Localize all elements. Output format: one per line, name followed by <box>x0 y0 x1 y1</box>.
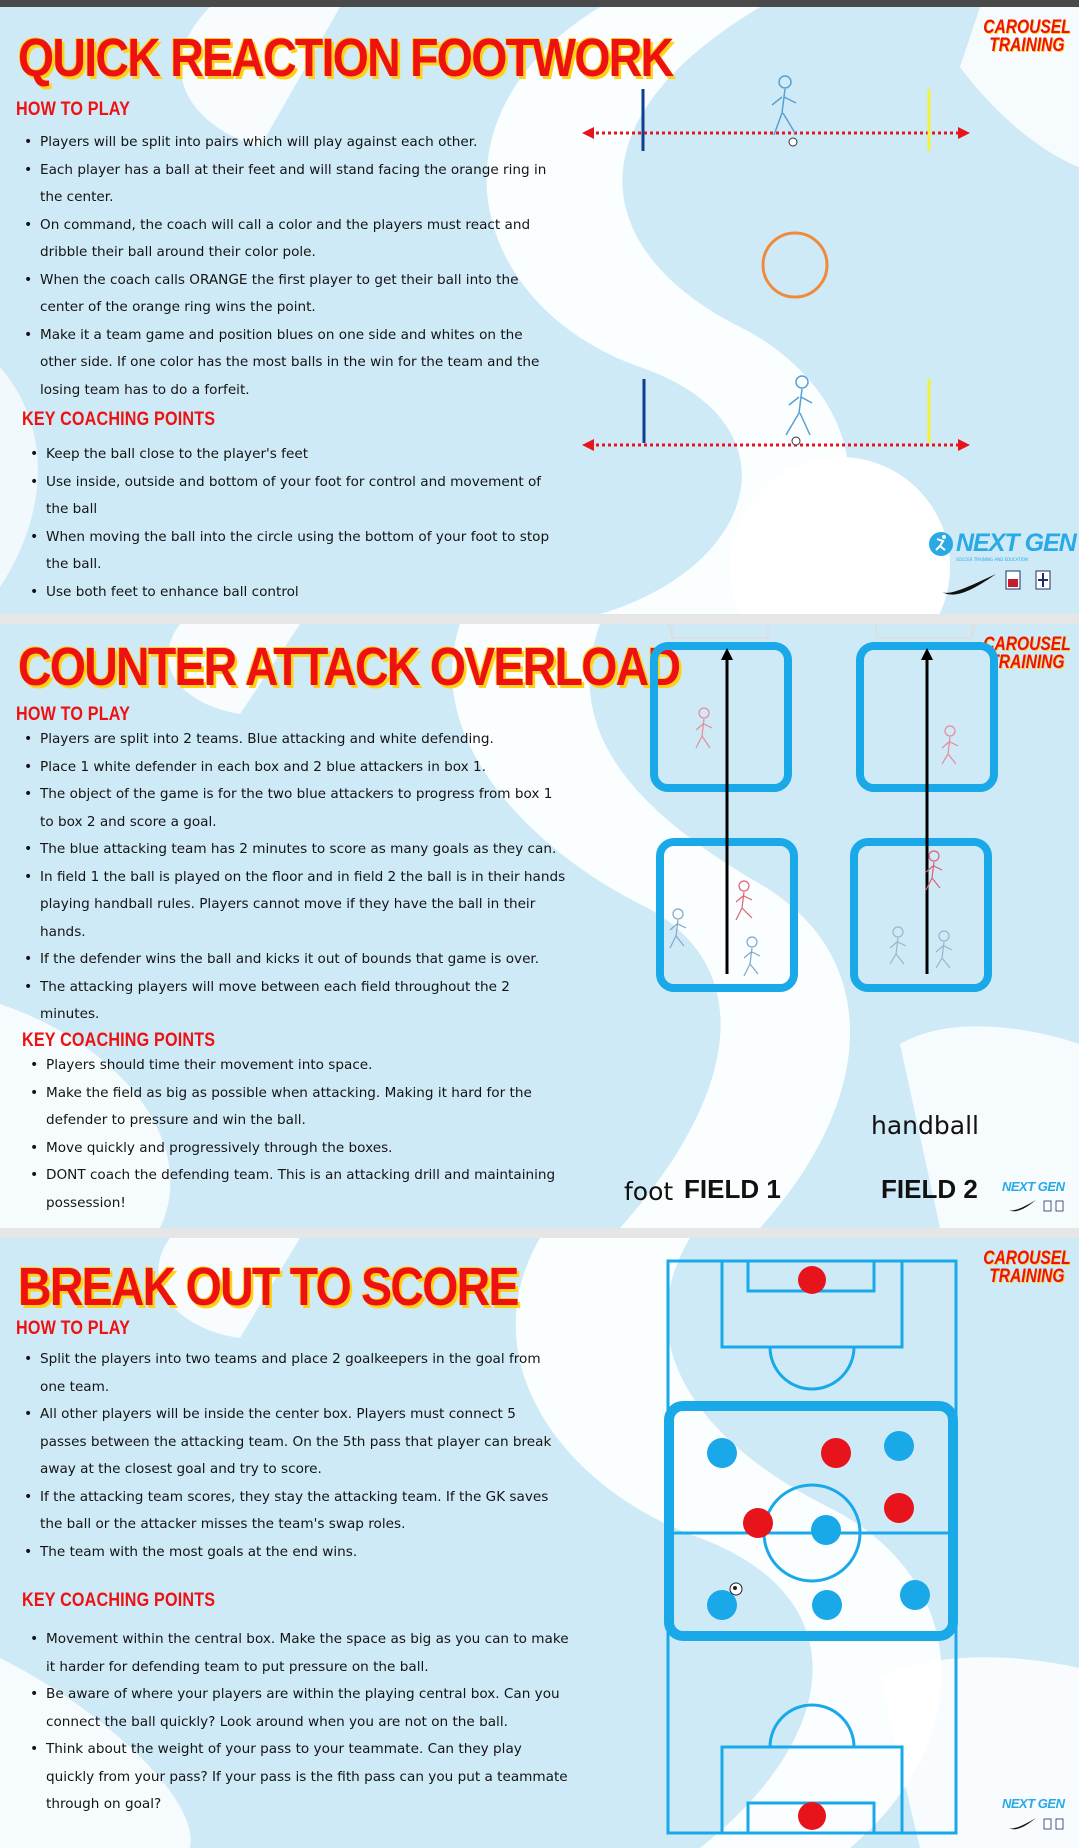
list-item: • Players are split into 2 teams. Blue attacking and white defending. <box>40 726 570 754</box>
how-to-play-heading: HOW TO PLAY <box>16 704 131 725</box>
goal-icon <box>876 624 978 638</box>
defender-icon <box>942 726 958 764</box>
pitch-diagram <box>0 1238 1079 1848</box>
drill-panel-counter-attack <box>0 624 1079 1228</box>
list-item: • All other players will be inside the center box. Players must connect 5 passes between the attacking team. On the 5th pass that player can break away at the closest goal and try to score. <box>40 1401 560 1484</box>
next-gen-logo: NEXT GEN <box>1002 1179 1065 1194</box>
handball-label: handball <box>871 1111 979 1140</box>
sponsor-icons <box>1008 1816 1068 1834</box>
drill-title: QUICK REACTION FOOTWORK <box>18 28 673 88</box>
brand-line-2: TRAINING <box>989 652 1065 673</box>
federation-crests-icon <box>1004 569 1064 601</box>
red-player <box>743 1508 773 1538</box>
brand-line-1: CAROUSEL <box>983 1248 1071 1269</box>
list-item: • Keep the ball close to the player's feet <box>46 441 566 469</box>
drill-panel-break-out <box>0 1238 1079 1848</box>
how-to-play-heading: HOW TO PLAY <box>16 1318 131 1339</box>
list-item: • DONT coach the defending team. This is an attacking drill and maintaining possession! <box>46 1162 571 1217</box>
list-item: • Move quickly and progressively through the boxes. <box>46 1135 571 1163</box>
list-item: • Players should time their movement into space. <box>46 1052 571 1080</box>
field1-label: FIELD 1 <box>684 1174 781 1204</box>
list-item: • When moving the ball into the circle using the bottom of your foot to stop the ball. <box>46 524 566 579</box>
defender-icon <box>736 881 752 920</box>
list-item: • In field 1 the ball is played on the floor and in field 2 the ball is in their hands playing handball rules. Players cannot move if they have the ball in their hands. <box>40 864 570 947</box>
red-player <box>821 1438 851 1468</box>
foot-label: foot <box>624 1177 674 1206</box>
brand-line-1: CAROUSEL <box>983 634 1071 655</box>
list-item: • Use both feet to enhance ball control <box>46 579 566 607</box>
next-gen-logo: NEXT GEN <box>1002 1796 1065 1811</box>
list-item: • On command, the coach will call a color and the players must react and dribble their ball around their color pole. <box>40 212 560 267</box>
field2-box1 <box>854 842 988 988</box>
list-item: • Place 1 white defender in each box and 2 blue attackers in box 1. <box>40 754 570 782</box>
red-player <box>798 1266 826 1294</box>
blue-player <box>900 1580 930 1610</box>
ball-icon <box>789 138 797 146</box>
list-item: • Movement within the central box. Make the space as big as you can to make it harder for defending team to put pressure on the ball. <box>46 1626 571 1681</box>
red-player <box>798 1802 826 1830</box>
blue-player <box>884 1431 914 1461</box>
top-lane <box>582 76 970 151</box>
bottom-lane <box>582 376 970 451</box>
blue-player <box>812 1590 842 1620</box>
list-item: • Make the field as big as possible when attacking. Making it hard for the defender to pressure and win the ball. <box>46 1080 571 1135</box>
field1-box2 <box>654 646 788 788</box>
list-item: • Think about the weight of your pass to your teammate. Can they play quickly from your pass? If your pass is the fith pass can you put a teammate through on goal? <box>46 1736 571 1819</box>
goal-icon <box>666 624 768 638</box>
list-item: • The object of the game is for the two blue attackers to progress from box 1 to box 2 and score a goal. <box>40 781 570 836</box>
key-coaching-heading: KEY COACHING POINTS <box>22 1590 216 1611</box>
runner-icon <box>928 531 954 557</box>
list-item: • Split the players into two teams and place 2 goalkeepers in the goal from one team. <box>40 1346 560 1401</box>
list-item: • Each player has a ball at their feet and will stand facing the orange ring in the center. <box>40 157 560 212</box>
list-item: • If the defender wins the ball and kicks it out of bounds that game is over. <box>40 946 570 974</box>
top-border <box>0 0 1079 7</box>
key-coaching-heading: KEY COACHING POINTS <box>22 1030 216 1051</box>
brand-line-2: TRAINING <box>989 1266 1065 1287</box>
list-item: • Make it a team game and position blues on one side and whites on the other side. If one color has the most balls in the win for the team and the losing team has to do a forfeit. <box>40 322 560 405</box>
attacker-icon <box>744 937 760 976</box>
key-coaching-heading: KEY COACHING POINTS <box>22 409 216 430</box>
list-item: • The team with the most goals at the end wins. <box>40 1539 560 1567</box>
list-item: • Players will be split into pairs which will play against each other. <box>40 129 560 157</box>
list-item: • Be aware of where your players are within the playing central box. Can you connect the ball quickly? Look around when you are not on the ball. <box>46 1681 571 1736</box>
how-to-play-heading: HOW TO PLAY <box>16 99 131 120</box>
red-player <box>884 1493 914 1523</box>
player-icon <box>786 376 812 435</box>
logo-tagline: SOCCER TRAINING AND EDUCATION <box>956 557 1028 562</box>
orange-ring <box>763 233 827 297</box>
blue-player <box>707 1438 737 1468</box>
defender-icon <box>696 708 712 748</box>
attacker-icon <box>890 927 906 964</box>
list-item: • When the coach calls ORANGE the first player to get their ball into the center of the orange ring wins the point. <box>40 267 560 322</box>
list-item: • The attacking players will move between each field throughout the 2 minutes. <box>40 974 570 1029</box>
list-item: • Use inside, outside and bottom of your foot for control and movement of the ball <box>46 469 566 524</box>
list-item: • If the attacking team scores, they stay the attacking team. If the GK saves the ball or the attacker misses the team's swap roles. <box>40 1484 560 1539</box>
sponsor-icons <box>1008 1198 1068 1216</box>
blue-player <box>811 1515 841 1545</box>
drill-panel-quick-reaction: QUICK REACTION FOOTWORK CAROUSEL TRAINING HOW TO PLAY • Players will be split into pairs which will play against each other. • Each player has a ball at their feet and will stand facing the orange ring in the center. • On command, the coach will call a color and the players must react and dribble their ball around their color pole. • When the coach calls ORANGE the first player to get their ball into the center of the orange ring wins the point. • Make it a team game and position blues on one side and whites on the other side. If one color has the most balls in the win for the team and the losing team has to do a forfeit. KEY COACHING POINTS • Keep the ball close to the player's feet • Use inside, outside and bottom of your foot for control and movement of the ball • When moving the ball into the circle using the bottom of your foot to stop the ball. • Use both feet to enhance ball control NEXT GEN SOCCER TRAINING AND EDUCATION <box>0 7 1079 614</box>
list-item: • The blue attacking team has 2 minutes to score as many goals as they can. <box>40 836 570 864</box>
swoosh-icon <box>940 572 998 598</box>
brand-line-1: CAROUSEL <box>983 17 1071 38</box>
drill-title: BREAK OUT TO SCORE <box>18 1257 518 1317</box>
ball-icon <box>792 437 800 445</box>
field2-label: FIELD 2 <box>881 1174 978 1204</box>
attacker-icon <box>670 909 686 948</box>
pitch-lines <box>668 1261 956 1833</box>
attacker-icon <box>936 931 952 968</box>
drill-diagram <box>0 7 1079 614</box>
blue-player <box>707 1590 737 1620</box>
drill-title: COUNTER ATTACK OVERLOAD <box>18 637 680 697</box>
brand-line-2: TRAINING <box>989 35 1065 56</box>
player-icon <box>772 76 796 135</box>
